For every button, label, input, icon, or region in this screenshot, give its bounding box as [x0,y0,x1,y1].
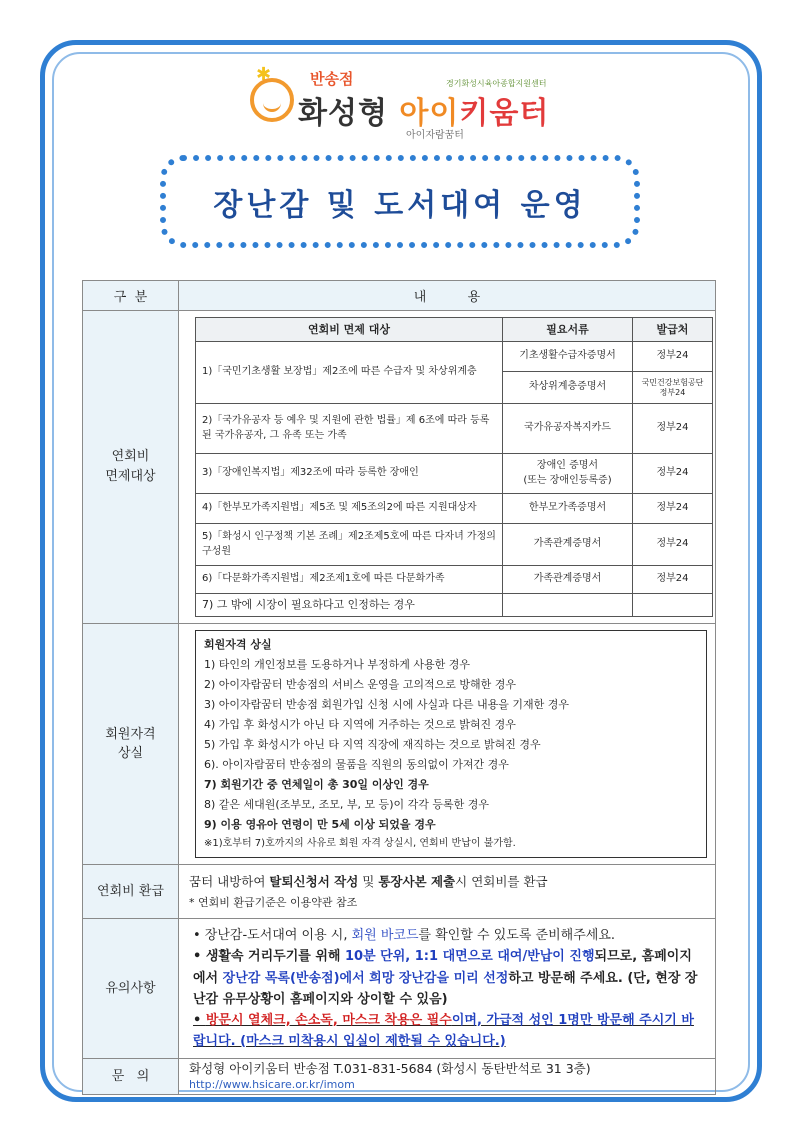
exemption-header-row [196,318,713,342]
exemption-header-issuer: 발급처 [633,318,713,342]
exemption-doc: 가족관계증명서 [503,566,633,594]
exemption-target: 4)「한부모가족지원법」제5조 및 제5조의2에 따른 지원대상자 [196,494,503,524]
refund-bankbook-text: 통장사본 제출 [378,874,456,890]
notice-text: 하고 방문해 주세요. (단, 현장 장난감 유무상황이 홈페이지와 상이할 수 있음) [193,970,698,1007]
notice-content [179,919,716,1058]
list-item: 8) 같은 세대원(조부모, 조모, 부, 모 등)이 각각 등록한 경우 [204,798,489,812]
refund-text: 시 연회비를 환급 [455,874,548,890]
logo-subtitle: 아이자람꿈터 [406,130,464,141]
notice-item [193,946,701,1009]
fee-exemption-content [179,311,716,624]
exemption-doc: 국가유공자복지카드 [503,404,633,454]
contact-content [179,1058,716,1095]
logo-main-part2: 아이 [399,96,460,131]
notice-text: 되므로, 홈페이지에서 [193,949,692,986]
exemption-issuer: 정부24 [633,566,713,594]
exemption-doc: 한부모가족증명서 [503,494,633,524]
refund-text: 꿈터 내방하여 [189,874,270,890]
list-item: 2) 아이자람꿈터 반송점의 서비스 운영을 고의적으로 방해한 경우 [204,677,517,691]
exemption-header-target: 연회비 면제 대상 [196,318,503,342]
header-category: 구 분 [83,281,179,311]
refund-label: 연회비 환급 [83,865,179,919]
exemption-doc: 기초생활수급자증명서 [503,342,633,372]
list-item: 5) 가입 후 화성시가 아닌 타 지역 직장에 재직하는 것으로 밝혀진 경우 [204,738,541,752]
logo [250,64,550,144]
refund-content [179,865,716,919]
refund-form-text: 탈퇴신청서 작성 [269,874,359,890]
exemption-target: 7) 그 밖에 시장이 필요하다고 인정하는 경우 [196,594,503,617]
notice-text: 를 확인할 수 있도록 준비해주세요. [418,928,616,944]
table-row [196,524,713,566]
exemption-issuer: 정부24 [633,342,713,372]
notice-highlight: 방문시 열체크, 손소독, 마스크 착용은 필수 [205,1012,452,1028]
exemption-target: 5)「화성시 인구정책 기본 조례」제2조제5호에 따른 다자녀 가정의 구성원 [196,524,503,566]
exemption-target: 6)「다문화가족지원법」제2조제1호에 따른 다문화가족 [196,566,503,594]
list-item: 4) 가입 후 화성시가 아닌 타 지역에 거주하는 것으로 밝혀진 경우 [204,718,516,731]
notice-highlight: 회원 바코드 [351,928,419,944]
header-content: 내 용 [179,281,716,311]
fee-exemption-label: 연회비 면제대상 [83,311,179,624]
exemption-target: 1)「국민기초생활 보장법」제2조에 따른 수급자 및 차상위계층 [196,342,503,404]
table-row [196,594,713,617]
notice-text: 이며, 가급적 성인 1명만 방문해 주시기 바랍니다. (마스크 미착용시 입실이 제한될 수 있습니다.) [193,1012,694,1049]
exemption-issuer: 국민건강보험공단 정부24 [633,372,713,404]
membership-loss-content [179,623,716,864]
contact-label: 문 의 [83,1058,179,1095]
exemption-table [195,317,713,617]
refund-row [83,865,716,919]
contact-url-link[interactable]: http://www.hsicare.or.kr/imom [189,1077,355,1091]
notice-label: 유의사항 [83,919,179,1058]
notice-row [83,919,716,1058]
notice-item [193,925,701,946]
exemption-doc: 차상위계층증명서 [503,372,633,404]
exemption-issuer: 정부24 [633,454,713,494]
contact-row [83,1058,716,1095]
membership-loss-note: ※1)호부터 7)호까지의 사유로 회원 자격 상실시, 연회비 반납이 불가함. [204,838,516,850]
notice-highlight: 장난감 목록(반송점)에서 희망 장난감을 미리 선정 [222,970,509,986]
refund-line [189,871,705,893]
table-header-row [83,281,716,311]
logo-main-part3: 키움터 [459,96,550,131]
contact-text: 화성형 아이키움터 반송점 T.031-831-5684 (화성시 동탄반석로 31 3층) [189,1060,591,1076]
notice-text: • 생활속 거리두기를 위해 [193,949,345,965]
exemption-doc [503,594,633,617]
notice-item [193,1010,701,1052]
page-title: 장난감 및 도서대여 운영 [213,187,587,223]
logo-main-part1: 화성형 [298,96,400,131]
exemption-target: 3)「장애인복지법」제32조에 따라 등록한 장애인 [196,454,503,494]
membership-loss-label: 회원자격 상실 [83,623,179,864]
list-item: 9) 이용 영유아 연령이 만 5세 이상 되었을 경우 [204,818,436,832]
notice-text: • 장난감-도서대여 이용 시, [193,928,352,944]
fee-exemption-row [83,311,716,624]
table-row [196,566,713,594]
table-row [196,454,713,494]
exemption-doc: 가족관계증명서 [503,524,633,566]
list-item: 3) 아이자람꿈터 반송점 회원가입 신청 시에 사실과 다른 내용을 기재한 경우 [204,697,570,711]
notice-highlight: 10분 단위, 1:1 대면으로 대여/반납이 진행 [345,949,595,965]
exemption-issuer [633,594,713,617]
list-item: 6). 아이자람꿈터 반송점의 물품을 직원의 동의없이 가져간 경우 [204,758,509,772]
membership-loss-title: 회원자격 상실 [204,637,272,651]
exemption-target: 2)「국가유공자 등 예우 및 지원에 관한 법률」제 6조에 따라 등록된 국가유공자, 그 유족 또는 가족 [196,404,503,454]
exemption-issuer: 정부24 [633,404,713,454]
smile-face-icon [250,78,294,122]
title-box [160,155,640,248]
membership-loss-box [195,630,707,858]
table-row [196,342,713,372]
table-row [196,404,713,454]
refund-text: 및 [358,874,379,890]
star-icon: ✱ [256,64,272,85]
logo-branch: 반송점 [310,70,354,88]
logo-center-name: 경기화성시육아종합지원센터 [446,79,547,88]
notice-text: • [193,1012,206,1028]
exemption-header-docs: 필요서류 [503,318,633,342]
exemption-issuer: 정부24 [633,524,713,566]
table-row [196,494,713,524]
exemption-issuer: 정부24 [633,494,713,524]
info-table [82,280,716,1095]
refund-note: * 연회비 환급기준은 이용약관 참조 [189,896,358,910]
list-item: 1) 타인의 개인정보를 도용하거나 부정하게 사용한 경우 [204,657,471,671]
list-item: 7) 회원기간 중 연체일이 총 30일 이상인 경우 [204,778,429,792]
exemption-doc: 장애인 증명서 (또는 장애인등록증) [503,454,633,494]
membership-loss-row [83,623,716,864]
